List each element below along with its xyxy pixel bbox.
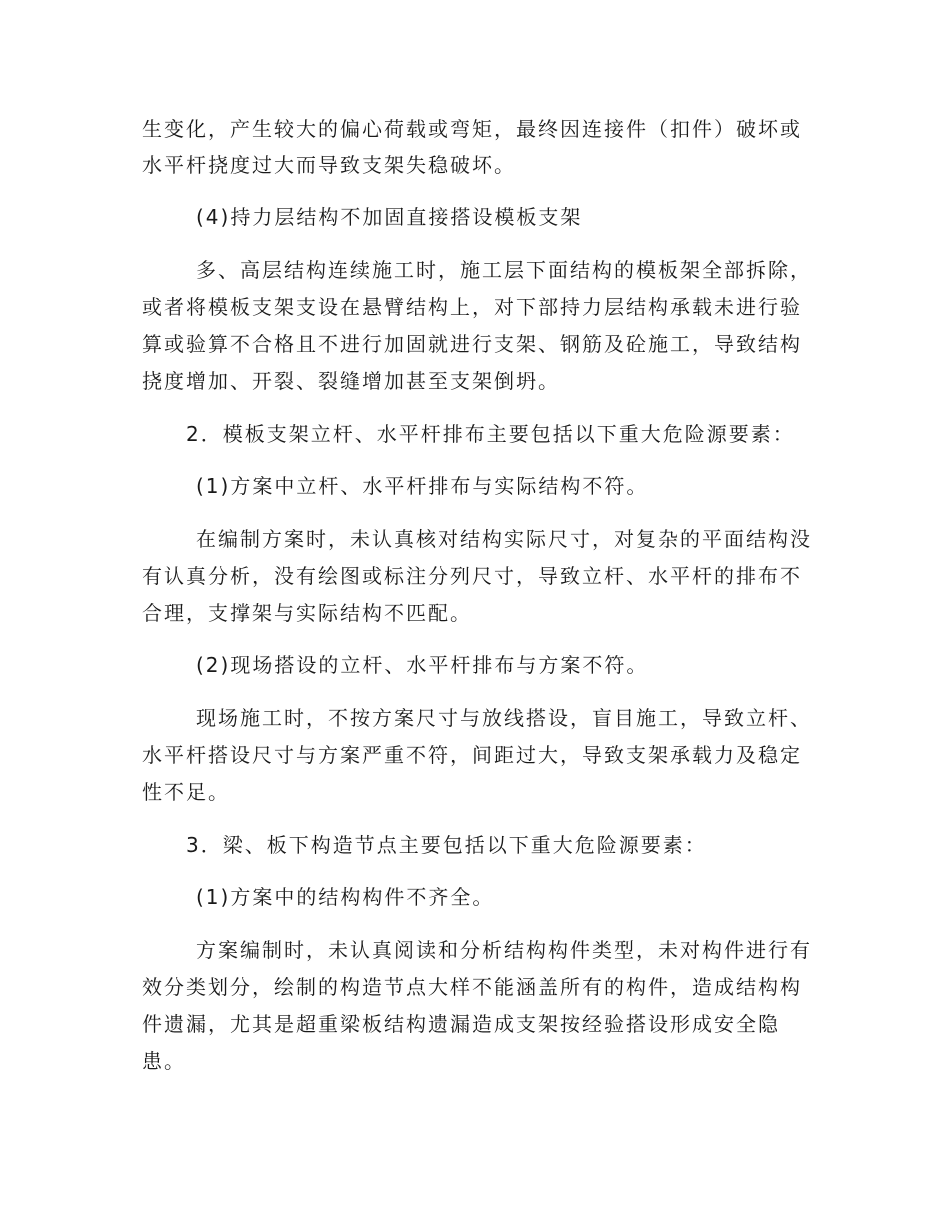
text-line: 有认真分析，没有绘图或标注分列尺寸，导致立杆、水平杆的排布不 — [142, 564, 802, 588]
text-line: 件遗漏，尤其是超重梁板结构遗漏造成支架按经验搭设形成安全隐 — [142, 1012, 780, 1036]
text-line: 效分类划分，绘制的构造节点大样不能涵盖所有的构件，造成结构构 — [142, 975, 802, 999]
subheading: (4)持力层结构不加固直接搭设模板支架 — [196, 205, 583, 229]
text-line: 生变化，产生较大的偏心荷载或弯矩，最终因连接件（扣件）破坏或 — [142, 117, 802, 141]
text-line: 方案编制时，未认真阅读和分析结构构件类型，未对构件进行有 — [196, 938, 812, 962]
text-line: 或者将模板支架支设在悬臂结构上，对下部持力层结构承载未进行验 — [142, 295, 802, 319]
section-heading: 3．梁、板下构造节点主要包括以下重大危险源要素： — [186, 833, 707, 857]
text-line: 患。 — [142, 1049, 186, 1073]
text-line: 合理，支撑架与实际结构不匹配。 — [142, 601, 472, 625]
text-line: 性不足。 — [142, 780, 230, 804]
text-line: 挠度增加、开裂、裂缝增加甚至支架倒坍。 — [142, 369, 560, 393]
text-line: 在编制方案时，未认真核对结构实际尺寸，对复杂的平面结构没 — [196, 527, 812, 551]
text-line: 现场施工时，不按方案尺寸与放线搭设，盲目施工，导致立杆、 — [196, 706, 812, 730]
text-line: 多、高层结构连续施工时，施工层下面结构的模板架全部拆除， — [196, 258, 812, 282]
text-line: 算或验算不合格且不进行加固就进行支架、钢筋及砼施工，导致结构 — [142, 332, 802, 356]
text-line: 水平杆搭设尺寸与方案严重不符，间距过大，导致支架承载力及稳定 — [142, 743, 802, 767]
text-line: 水平杆挠度过大而导致支架失稳破坏。 — [142, 153, 516, 177]
subheading: (1)方案中立杆、水平杆排布与实际结构不符。 — [196, 474, 649, 498]
section-heading: 2．模板支架立杆、水平杆排布主要包括以下重大危险源要素： — [186, 422, 795, 446]
subheading: (1)方案中的结构构件不齐全。 — [196, 885, 495, 909]
subheading: (2)现场搭设的立杆、水平杆排布与方案不符。 — [196, 653, 649, 677]
